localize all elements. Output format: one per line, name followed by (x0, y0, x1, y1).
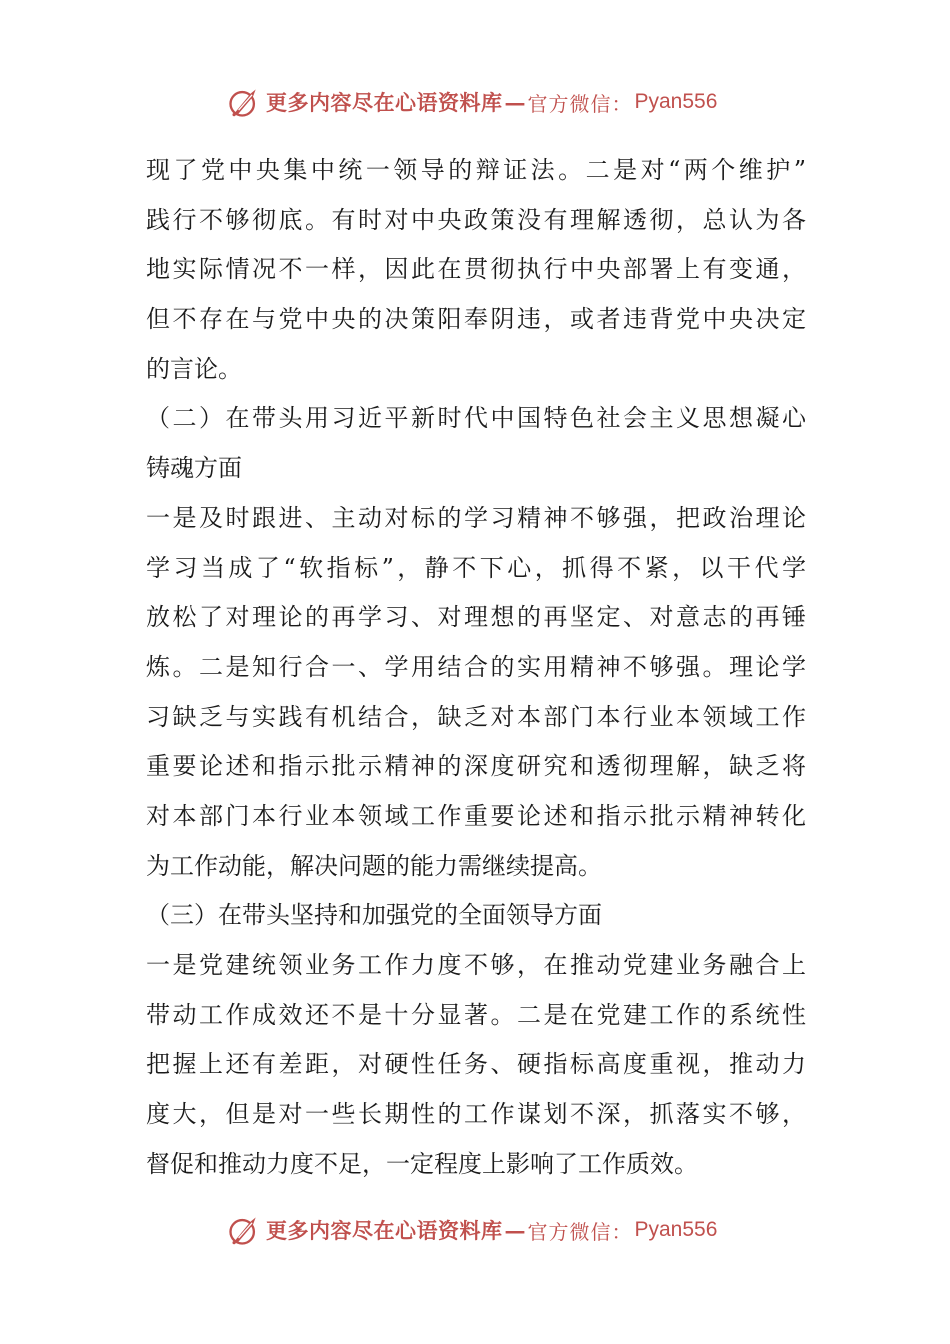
banner-wechat-id: Pyan556 (634, 90, 718, 113)
text-line: （二）在带头用习近平新时代中国特色社会主义思想凝心 (146, 404, 806, 433)
text-line: 铸魂方面 (146, 454, 242, 483)
text-line: 放松了对理论的再学习、对理想的再坚定、对意志的再锤 (146, 603, 806, 632)
text-line: 对本部门本行业本领域工作重要论述和指示批示精神转化 (146, 801, 806, 830)
banner-separator: — (504, 1217, 526, 1243)
banner-wechat-label: 官方微信： (527, 91, 633, 116)
text-line: 炼。二是知行合一、学用结合的实用精神不够强。理论学 (146, 652, 806, 681)
text-line: 践行不够彻底。有时对中央政策没有理解透彻，总认为各 (146, 205, 806, 234)
text-line: 带动工作成效还不是十分显著。二是在党建工作的系统性 (146, 1000, 806, 1029)
text-line: 把握上还有差距，对硬性任务、硬指标高度重视，推动力 (146, 1050, 806, 1079)
banner-slogan: 更多内容尽在心语资料库 (266, 90, 503, 115)
text-line: 地实际情况不一样，因此在贯彻执行中央部署上有变通， (146, 255, 806, 284)
text-line: 但不存在与党中央的决策阳奉阴违，或者违背党中央决定 (146, 305, 806, 334)
text-line: 学习当成了“软指标”，静不下心，抓得不紧，以干代学 (146, 553, 806, 582)
text-line: 为工作动能，解决问题的能力需继续提高。 (146, 851, 602, 880)
text-line: 度大，但是对一些长期性的工作谋划不深，抓落实不够， (146, 1100, 806, 1129)
text-line: 重要论述和指示批示精神的深度研究和透彻理解，缺乏将 (146, 752, 806, 781)
text-line: 习缺乏与实践有机结合，缺乏对本部门本行业本领域工作 (146, 702, 806, 731)
quill-logo-icon (226, 84, 262, 120)
banner-separator: — (504, 89, 526, 115)
footer-banner (226, 1210, 746, 1250)
banner-wechat-id: Pyan556 (634, 1218, 718, 1241)
text-line: （三）在带头坚持和加强党的全面领导方面 (146, 901, 602, 930)
banner-wechat-label: 官方微信： (527, 1219, 633, 1244)
text-line: 现了党中央集中统一领导的辩证法。二是对“两个维护” (146, 156, 806, 184)
document-body (146, 146, 806, 1189)
quill-logo-icon (226, 1212, 262, 1248)
text-line: 督促和推动力度不足，一定程度上影响了工作质效。 (146, 1149, 698, 1178)
banner-slogan: 更多内容尽在心语资料库 (266, 1218, 503, 1243)
text-line: 一是及时跟进、主动对标的学习精神不够强，把政治理论 (146, 503, 806, 532)
text-line: 一是党建统领业务工作力度不够，在推动党建业务融合上 (146, 951, 806, 979)
header-banner (226, 82, 746, 122)
text-line: 的言论。 (146, 354, 242, 383)
